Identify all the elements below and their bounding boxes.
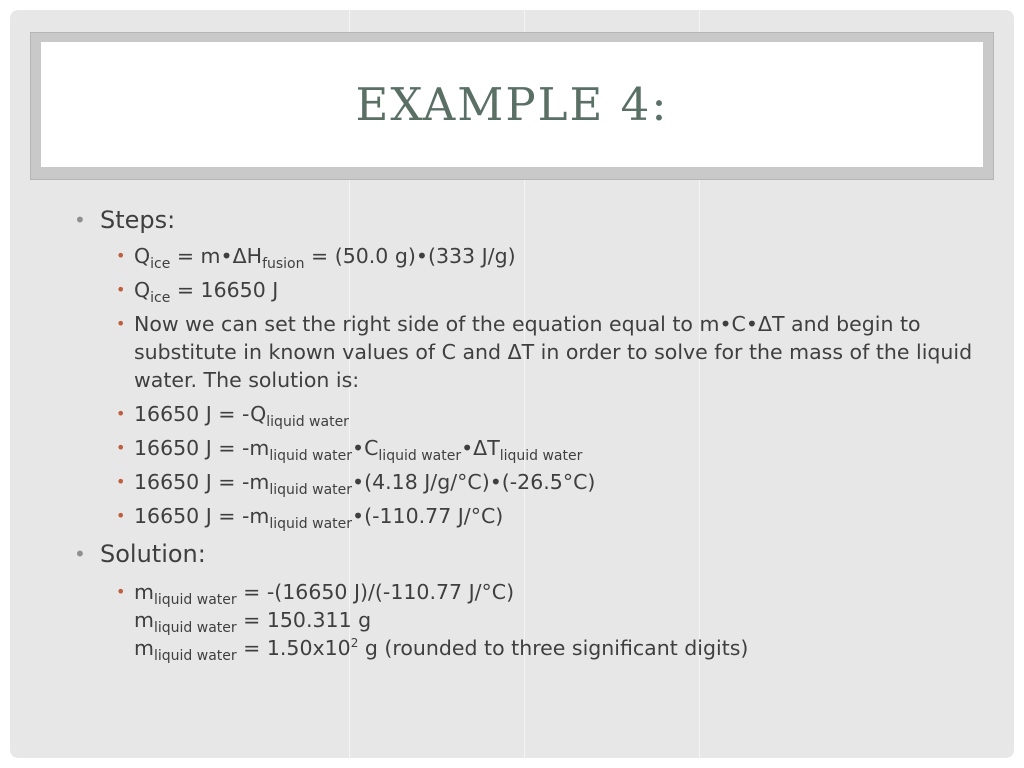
step-text: 16650 J = -m bbox=[134, 470, 270, 494]
solution-line bbox=[134, 606, 974, 634]
subscript: liquid water bbox=[153, 592, 237, 608]
subscript: liquid water bbox=[269, 448, 353, 464]
subscript: liquid water bbox=[269, 482, 353, 498]
solution-text: = -(16650 J)/(-110.77 J/°C) bbox=[236, 580, 515, 604]
subscript: liquid water bbox=[153, 648, 237, 664]
solution-line bbox=[134, 578, 974, 606]
solution-text: g (rounded to three significant digits) bbox=[358, 636, 749, 660]
step-text: Q bbox=[134, 244, 151, 268]
solution-text: m bbox=[134, 580, 154, 604]
slide bbox=[10, 10, 1014, 758]
step-text: 16650 J = -Q bbox=[134, 402, 267, 426]
superscript: 2 bbox=[350, 636, 359, 650]
step-text: •(4.18 J/g/°C)•(-26.5°C) bbox=[352, 470, 596, 494]
bullet-icon: • bbox=[116, 506, 126, 525]
solution-text: = 150.311 g bbox=[236, 608, 372, 632]
subscript: ice bbox=[150, 290, 171, 306]
step-text: 16650 J = -m bbox=[134, 504, 270, 528]
bullet-icon: • bbox=[116, 280, 126, 299]
solution-line bbox=[134, 634, 974, 662]
solution-text: m bbox=[134, 608, 154, 632]
title-box bbox=[41, 42, 983, 167]
subscript: liquid water bbox=[378, 448, 462, 464]
subscript: liquid water bbox=[266, 414, 349, 430]
list-item bbox=[74, 242, 974, 270]
list-item bbox=[74, 502, 974, 530]
subscript: ice bbox=[150, 256, 171, 272]
step-text: •ΔT bbox=[461, 436, 500, 460]
list-item-solution bbox=[74, 538, 974, 570]
step-text: 16650 J = -m bbox=[134, 436, 270, 460]
solution-text: m bbox=[134, 636, 154, 660]
subscript: fusion bbox=[262, 256, 305, 272]
bullet-icon: • bbox=[116, 582, 126, 601]
slide-content bbox=[74, 202, 974, 662]
title-frame bbox=[30, 32, 994, 180]
subscript: liquid water bbox=[153, 620, 237, 636]
list-item bbox=[74, 400, 974, 428]
step-text: •(-110.77 J/°C) bbox=[352, 504, 504, 528]
bullet-icon: • bbox=[74, 208, 86, 232]
subscript: liquid water bbox=[499, 448, 583, 464]
list-item bbox=[74, 578, 974, 662]
bullet-icon: • bbox=[116, 472, 126, 491]
bullet-icon: • bbox=[116, 438, 126, 457]
solution-label: Solution: bbox=[100, 540, 206, 568]
list-item-steps bbox=[74, 204, 974, 236]
subscript: liquid water bbox=[269, 516, 353, 532]
list-item bbox=[74, 310, 974, 394]
list-item bbox=[74, 276, 974, 304]
list-item bbox=[74, 468, 974, 496]
step-text: Q bbox=[134, 278, 151, 302]
list-item bbox=[74, 434, 974, 462]
steps-label: Steps: bbox=[100, 206, 176, 234]
bullet-icon: • bbox=[116, 246, 126, 265]
step-text: = 16650 J bbox=[170, 278, 279, 302]
solution-text: = 1.50x10 bbox=[236, 636, 351, 660]
slide-title: EXAMPLE 4: bbox=[355, 78, 669, 131]
step-text: •C bbox=[352, 436, 379, 460]
step-text: = (50.0 g)•(333 J/g) bbox=[304, 244, 516, 268]
step-text: = m•ΔH bbox=[170, 244, 263, 268]
step-text: Now we can set the right side of the equation equal to m•C•ΔT and begin to substitute in known values of C and ΔT in order to solve for the mass of the liquid water. The solution is: bbox=[134, 312, 973, 392]
bullet-icon: • bbox=[74, 542, 86, 566]
bullet-icon: • bbox=[116, 314, 126, 333]
bullet-icon: • bbox=[116, 404, 126, 423]
